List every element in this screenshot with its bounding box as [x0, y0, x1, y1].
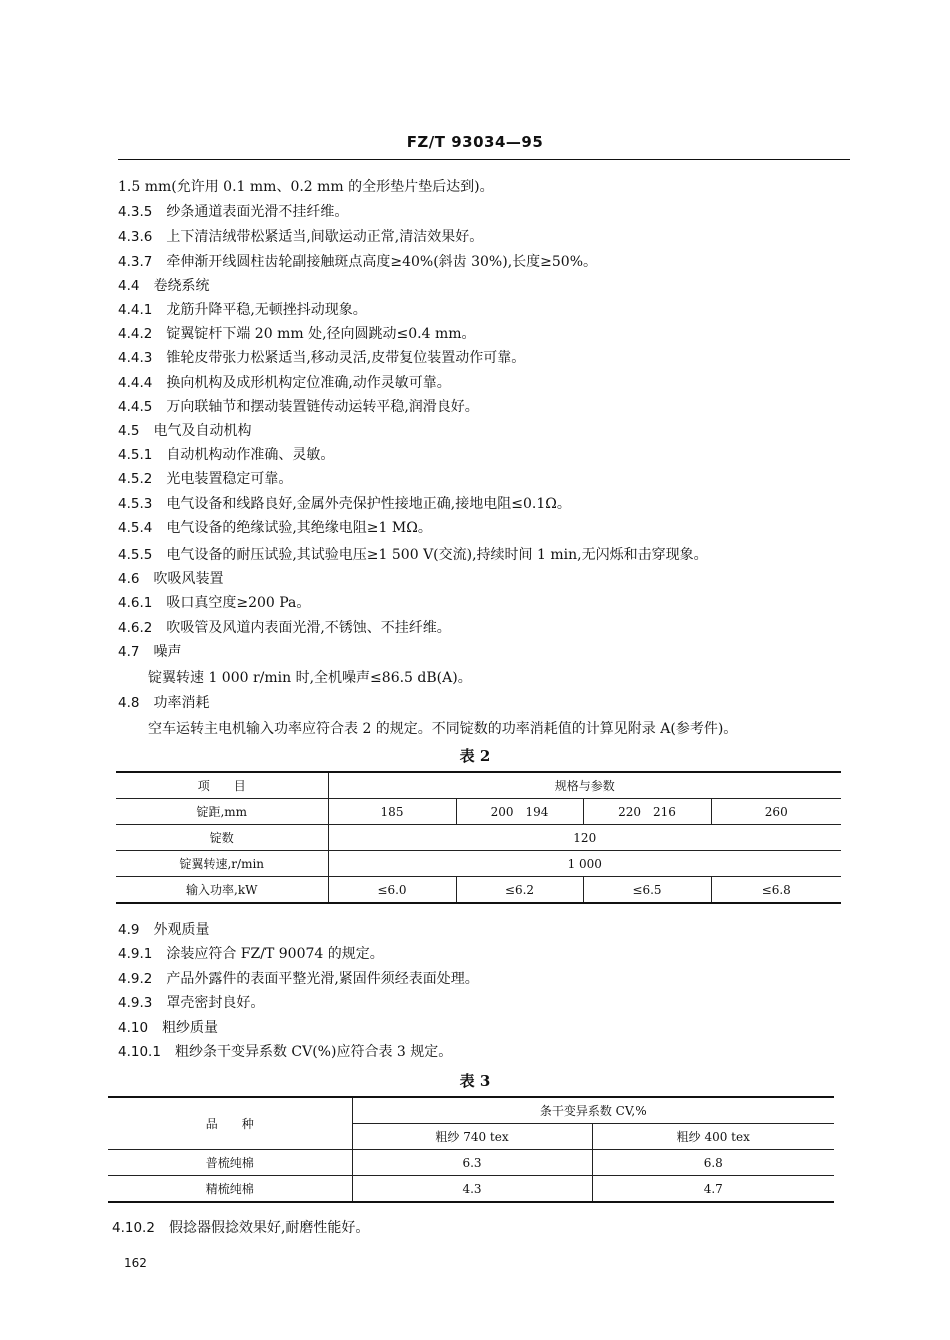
- clause-number: 4.9.2: [118, 971, 153, 987]
- clause-number: 4.9.1: [118, 946, 153, 962]
- table-row: [116, 772, 841, 799]
- clause-text: 1.5 mm(允许用 0.1 mm、0.2 mm 的全形垫片垫后达到)。: [118, 179, 494, 195]
- clause-line: [118, 178, 494, 196]
- clause-number: 4.5.4: [118, 520, 153, 536]
- table-2-caption: 表 2: [459, 747, 491, 765]
- table-header-cell: 项 目: [116, 772, 328, 799]
- standard-code-header: FZ/T 93034—95: [406, 133, 544, 151]
- table-row: [116, 851, 841, 877]
- clause-line: [118, 325, 476, 343]
- clause-text: 上下清洁绒带松紧适当,间歇运动正常,清洁效果好。: [166, 229, 484, 245]
- clause-text: 换向机构及成形机构定位准确,动作灵敏可靠。: [166, 375, 451, 391]
- table-header-cell: 规格与参数: [328, 772, 841, 799]
- clause-number: 4.5.2: [118, 471, 153, 487]
- clause-number: 4.5.3: [118, 496, 153, 512]
- clause-number: 4.10.2: [112, 1220, 155, 1236]
- clause-number: 4.10: [118, 1020, 149, 1036]
- clause-line: [118, 546, 708, 564]
- page-number: 162: [124, 1256, 147, 1270]
- clause-line: [118, 495, 571, 513]
- clause-number: 4.4.1: [118, 302, 153, 318]
- table-cell: ≤6.5: [583, 877, 711, 904]
- clause-line: [118, 1019, 218, 1037]
- clause-number: 4.6: [118, 571, 140, 587]
- clause-number: 4.8: [118, 695, 140, 711]
- clause-line: [148, 669, 472, 687]
- clause-text: 纱条通道表面光滑不挂纤维。: [166, 204, 349, 220]
- clause-line: [118, 203, 348, 221]
- clause-number: 4.4.4: [118, 375, 153, 391]
- clause-number: 4.5.5: [118, 547, 153, 563]
- clause-text: 卷绕系统: [153, 278, 210, 294]
- table-row: [108, 1176, 834, 1203]
- clause-number: 4.9.3: [118, 995, 153, 1011]
- table-cell: 6.3: [352, 1150, 592, 1176]
- table-cell: 4.3: [352, 1176, 592, 1203]
- clause-line: [118, 422, 251, 440]
- table-row: [116, 799, 841, 825]
- table-cell: ≤6.0: [328, 877, 456, 904]
- table-row: [116, 825, 841, 851]
- table-cell: 精梳纯棉: [108, 1176, 352, 1203]
- clause-text: 粗纱条干变异系数 CV(%)应符合表 3 规定。: [174, 1044, 453, 1060]
- clause-number: 4.7: [118, 644, 140, 660]
- clause-text: 电气及自动机构: [153, 423, 252, 439]
- table-row: [108, 1097, 834, 1124]
- clause-line: [148, 720, 737, 738]
- clause-line: [118, 398, 479, 416]
- clause-number: 4.9: [118, 922, 140, 938]
- table-cell: 锭数: [116, 825, 328, 851]
- clause-text: 吹吸风装置: [153, 571, 224, 587]
- table-row: [108, 1150, 834, 1176]
- clause-text: 自动机构动作准确、灵敏。: [166, 447, 335, 463]
- clause-line: [118, 970, 479, 988]
- table-row: [116, 877, 841, 904]
- clause-number: 4.4: [118, 278, 140, 294]
- table-2: [116, 771, 841, 904]
- clause-line: [118, 570, 223, 588]
- table-cell: ≤6.2: [456, 877, 583, 904]
- table-cell: 4.7: [592, 1176, 834, 1203]
- clause-line: [118, 594, 310, 612]
- table-cell: 200 194: [456, 799, 583, 825]
- clause-text: 外观质量: [153, 922, 210, 938]
- clause-line: [118, 643, 181, 661]
- clause-text: 锭翼锭杆下端 20 mm 处,径向圆跳动≤0.4 mm。: [166, 326, 476, 342]
- table-header-cell: 粗纱 400 tex: [592, 1124, 834, 1150]
- clause-text: 万向联轴节和摆动装置链传动运转平稳,润滑良好。: [166, 399, 479, 415]
- clause-text: 龙筋升降平稳,无顿挫抖动现象。: [166, 302, 367, 318]
- clause-text: 功率消耗: [153, 695, 210, 711]
- clause-line: [118, 994, 264, 1012]
- clause-text: 牵伸渐开线圆柱齿轮副接触斑点高度≥40%(斜齿 30%),长度≥50%。: [166, 254, 597, 270]
- clause-text: 涂装应符合 FZ/T 90074 的规定。: [166, 946, 384, 962]
- clause-line: [118, 921, 209, 939]
- clause-line: [118, 374, 451, 392]
- table-3-caption: 表 3: [459, 1072, 491, 1090]
- clause-number: 4.6.2: [118, 620, 153, 636]
- clause-text: 噪声: [153, 644, 182, 660]
- table-cell: 锭翼转速,r/min: [116, 851, 328, 877]
- clause-line: [118, 694, 209, 712]
- clause-line: [118, 945, 384, 963]
- clause-text: 产品外露件的表面平整光滑,紧固件须经表面处理。: [166, 971, 479, 987]
- clause-text: 锭翼转速 1 000 r/min 时,全机噪声≤86.5 dB(A)。: [148, 670, 472, 686]
- clause-line: [118, 519, 432, 537]
- clause-line: [118, 470, 292, 488]
- clause-text: 电气设备的绝缘试验,其绝缘电阻≥1 MΩ。: [166, 520, 432, 536]
- clause-number: 4.10.1: [118, 1044, 161, 1060]
- table-header-cell: 条干变异系数 CV,%: [352, 1097, 834, 1124]
- clause-number: 4.6.1: [118, 595, 153, 611]
- clause-line: [118, 349, 525, 367]
- table-cell: 185: [328, 799, 456, 825]
- clause-number: 4.3.7: [118, 254, 153, 270]
- clause-line: [118, 301, 367, 319]
- table-cell: 120: [328, 825, 841, 851]
- table-cell: 1 000: [328, 851, 841, 877]
- clause-number: 4.3.6: [118, 229, 153, 245]
- clause-line: [118, 253, 597, 271]
- clause-text: 电气设备的耐压试验,其试验电压≥1 500 V(交流),持续时间 1 min,无闪烁和击穿现象。: [166, 547, 708, 563]
- clause-line: [112, 1219, 369, 1237]
- table-cell: 锭距,mm: [116, 799, 328, 825]
- clause-text: 罩壳密封良好。: [166, 995, 265, 1011]
- clause-line: [118, 1043, 452, 1061]
- clause-text: 电气设备和线路良好,金属外壳保护性接地正确,接地电阻≤0.1Ω。: [166, 496, 571, 512]
- clause-text: 粗纱质量: [162, 1020, 219, 1036]
- table-3: [108, 1096, 834, 1203]
- clause-number: 4.5: [118, 423, 140, 439]
- clause-text: 假捻器假捻效果好,耐磨性能好。: [168, 1220, 370, 1236]
- clause-number: 4.5.1: [118, 447, 153, 463]
- table-cell: 260: [711, 799, 841, 825]
- clause-line: [118, 277, 209, 295]
- clause-text: 吸口真空度≥200 Pa。: [166, 595, 311, 611]
- clause-number: 4.4.2: [118, 326, 153, 342]
- table-cell: 输入功率,kW: [116, 877, 328, 904]
- clause-text: 锥轮皮带张力松紧适当,移动灵活,皮带复位装置动作可靠。: [166, 350, 526, 366]
- clause-text: 光电装置稳定可靠。: [166, 471, 293, 487]
- header-rule: [118, 159, 850, 160]
- table-cell: 6.8: [592, 1150, 834, 1176]
- clause-line: [118, 446, 334, 464]
- table-cell: ≤6.8: [711, 877, 841, 904]
- clause-text: 吹吸管及风道内表面光滑,不锈蚀、不挂纤维。: [166, 620, 451, 636]
- table-cell: 220 216: [583, 799, 711, 825]
- table-header-cell: 粗纱 740 tex: [352, 1124, 592, 1150]
- clause-number: 4.4.3: [118, 350, 153, 366]
- clause-number: 4.3.5: [118, 204, 153, 220]
- clause-line: [118, 619, 451, 637]
- clause-line: [118, 228, 483, 246]
- table-cell: 普梳纯棉: [108, 1150, 352, 1176]
- table-header-cell: 品 种: [108, 1097, 352, 1150]
- clause-text: 空车运转主电机输入功率应符合表 2 的规定。不同锭数的功率消耗值的计算见附录 A(参考件)。: [148, 721, 738, 737]
- clause-number: 4.4.5: [118, 399, 153, 415]
